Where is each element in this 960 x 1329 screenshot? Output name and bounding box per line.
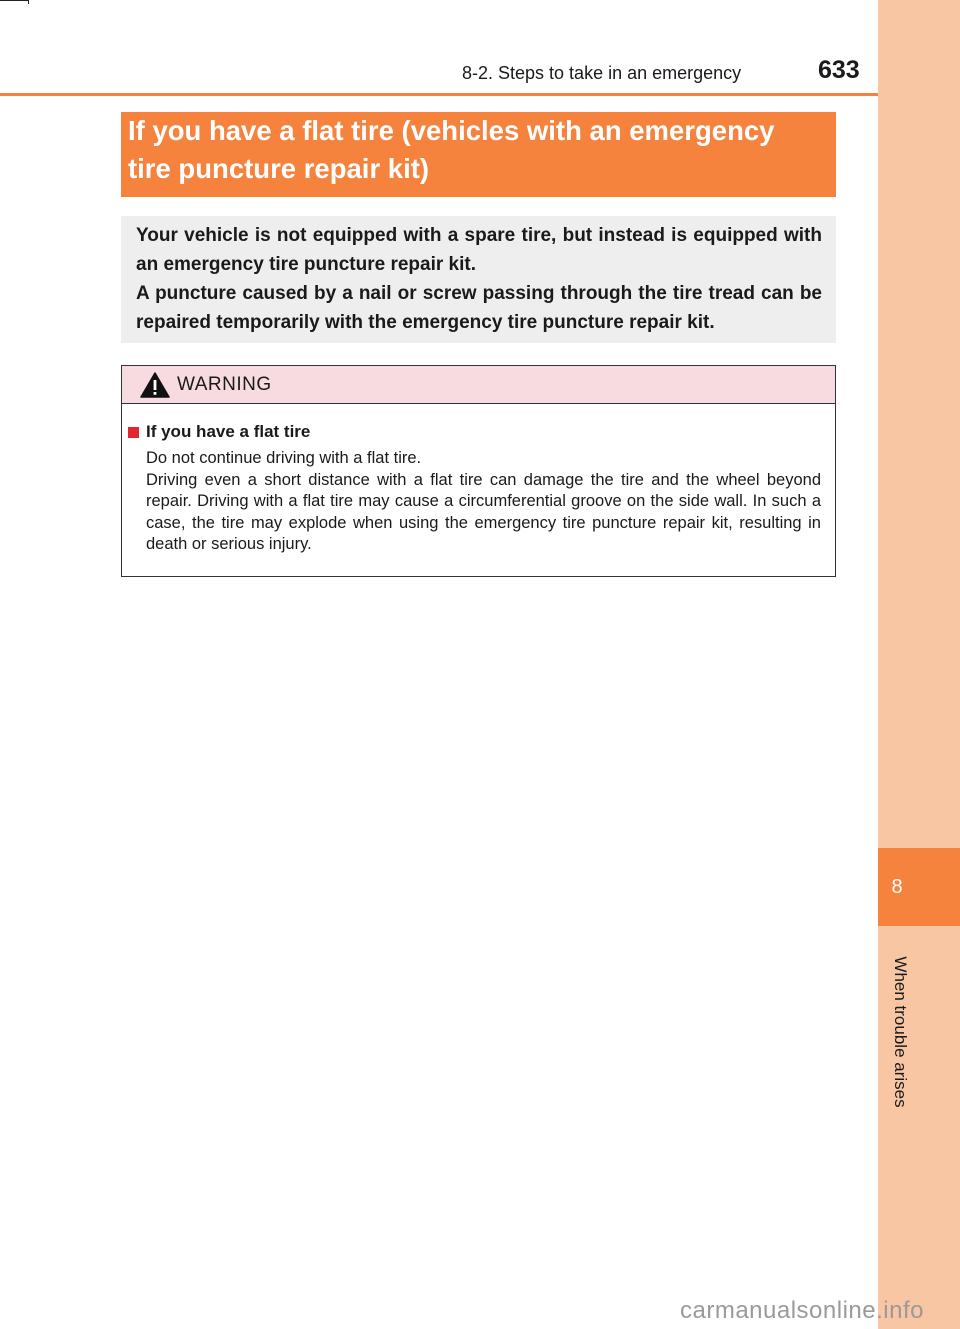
warning-line-1: Do not continue driving with a flat tire. [146, 449, 422, 467]
bullet-square-icon [128, 427, 139, 438]
warning-subheading [128, 421, 821, 443]
warning-label: WARNING [177, 373, 272, 395]
warning-box [121, 365, 836, 577]
intro-paragraph-2: A puncture caused by a nail or screw passing through the tire tread can be repaired temporarily with the emergency tire puncture repair kit. [136, 283, 822, 333]
page-title [121, 112, 836, 197]
warning-header [122, 366, 835, 404]
chapter-number: 8 [891, 875, 903, 898]
section-heading: 8-2. Steps to take in an emergency [462, 63, 742, 83]
footer-watermark: carmanualsonline.info [680, 1297, 924, 1324]
warning-paragraph: Driving even a short distance with a flat tire can damage the tire and the wheel beyond repair. Driving with a flat tire may cause a circumferential groove on the side wall. In such a case, the tire may explode when using the emergency tire puncture repair kit, resulting in death or serious injury. [146, 470, 821, 553]
warning-text [146, 448, 821, 556]
page-number: 633 [818, 56, 860, 84]
page-title-line-1: If you have a flat tire (vehicles with an emergency [128, 115, 775, 146]
intro-paragraph-1: Your vehicle is not equipped with a spare tire, but instead is equipped with an emergency tire puncture repair kit. [136, 225, 822, 275]
chapter-label: When trouble arises [891, 956, 910, 1108]
side-tab-strip [878, 0, 960, 1329]
page-title-line-2: tire puncture repair kit) [128, 153, 430, 184]
crop-mark-top-left-v [28, 0, 29, 4]
chapter-tab [878, 848, 960, 926]
warning-subheading-text: If you have a flat tire [146, 422, 311, 441]
intro-box [121, 216, 836, 343]
warning-body [122, 404, 835, 556]
warning-triangle-icon [140, 372, 170, 398]
crop-mark-top-left [0, 0, 28, 1]
header-divider [0, 93, 878, 96]
